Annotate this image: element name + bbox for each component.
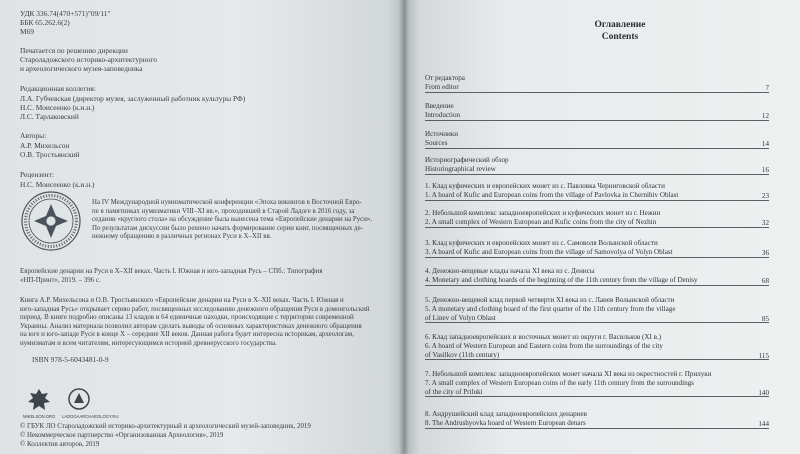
conference-note-line: седании «круглого стола» на обсуждение была вынесена тема «Европейские денарии на Руси». <box>92 216 373 223</box>
toc-entry <box>425 182 769 201</box>
museum-emblem <box>20 190 82 252</box>
toc-entry-en: From editor <box>425 83 769 93</box>
toc-entry-en: Historiographical review <box>425 165 769 175</box>
toc-entry-ru: Введение <box>425 102 454 110</box>
toc-entry <box>425 156 769 175</box>
toc-entry-en: 1. A hoard of Kufic and European coins from the village of Pavlovka in Chernihiv Oblast <box>425 191 769 201</box>
toc-page-number: 23 <box>761 191 769 200</box>
mikelson-logo-caption: MIKELSON.ORG <box>23 414 56 419</box>
toc-entry-ru: 7. Небольшой комплекс западноевропейских монет начала XI века из окрестностей г. Прилуки <box>425 370 712 378</box>
toc-entry-ru: Источники <box>425 130 459 138</box>
author-name: А.Р. Михельсон <box>20 141 70 150</box>
abstract-line: на юге и юго-западе Руси в конце X – середине XII веков. Данная работа будет интересна историкам, археологам, <box>20 331 354 338</box>
ladoga-logo-mark <box>74 393 84 403</box>
editorial-member: Л.А. Губчевская (директор музея, заслуженный работник культуры РФ) <box>20 94 246 103</box>
toc-title-en: Contents <box>601 32 639 42</box>
abstract-line: период. В книге подробно описаны 13 кладов и 64 единичные находки, происходящие с территории современной <box>20 314 354 321</box>
toc-entry <box>425 130 769 149</box>
publisher-note-line: и археологического музея-заповедника <box>20 64 143 73</box>
toc-entry-en: 7. A small complex of Western European coins of the early 11th century from the surroundings <box>425 378 694 387</box>
toc-entry <box>425 102 769 121</box>
publisher-note-line: Староладожского историко-архитектурного <box>20 55 157 64</box>
toc-entry <box>425 296 769 323</box>
toc-page-number: 115 <box>758 351 769 360</box>
toc-title-ru: Оглавление <box>594 20 646 30</box>
copyright-line: © Коллектив авторов, 2019 <box>20 441 100 448</box>
conference-note-line: пе в памятниках нумизматики VIII–XI вв.», проходившей в Старой Ладоге в 2016 году, за <box>92 207 355 215</box>
toc-entry <box>425 74 769 93</box>
udk-code: УДК 336.74(470+571)"09/11" <box>20 9 111 18</box>
copyright-line: © Некоммерческое партнерство «Организованная Археология», 2019 <box>20 432 224 439</box>
publisher-note-line: Печатается по решению дирекции <box>20 46 128 55</box>
toc-page-number: 12 <box>761 111 769 120</box>
toc-entry-en: 3. A hoard of Kufic and European coins from the village of Samovolya of Volyn Oblast <box>425 248 769 258</box>
toc-entry-ru: Историографический обзор <box>425 156 509 164</box>
toc-page-number: 32 <box>761 218 769 227</box>
emblem-center <box>46 216 56 226</box>
toc-entry <box>425 410 769 429</box>
toc-page-number: 144 <box>758 419 769 428</box>
mikelson-logo <box>26 388 52 412</box>
toc-page-number: 68 <box>761 276 769 285</box>
bbk-code: ББК 65.262.6(2) <box>20 18 70 27</box>
toc-page-number: 85 <box>761 314 769 323</box>
toc-page-number: 140 <box>758 388 769 397</box>
abstract-line: Украины. Анализ материала позволил авторам сделать выводы об основных характеристиках денежного обращения <box>20 322 362 330</box>
toc-entry <box>425 370 769 397</box>
toc-page-number: 36 <box>761 248 769 257</box>
reviewer-name: Н.С. Моисеенко (к.и.н.) <box>20 180 95 189</box>
toc-entry <box>425 239 769 258</box>
toc-entry-en-cont: of Vasilkov (11th century) <box>425 351 769 361</box>
citation-line: «НП-Принт», 2019. – 396 с. <box>20 277 101 284</box>
toc-entry-ru: 3. Клад куфических и европейских монет из с. Самоволя Волынской области <box>425 239 658 247</box>
toc-page-number: 14 <box>761 139 769 148</box>
editorial-member: Л.С. Тарлаковский <box>20 112 79 121</box>
toc-entry-en: 4. Monetary and clothing hoards of the beginning of the 11th century from the village of Denisy <box>425 276 769 286</box>
toc-entry-ru: От редактора <box>425 74 465 82</box>
abstract-line: нумизматам и всем читателям, интересующимся историей древнерусского государства. <box>20 339 277 347</box>
toc-entry-ru: 4. Денежно-вещевые клады начала XI века из с. Денисы <box>425 267 595 275</box>
isbn: ISBN 978-5-6043481-0-9 <box>32 355 109 364</box>
citation-line: Европейские денарии на Руси в X–XII веках. Часть I. Южная и юго-западная Русь – СПб.: Типография <box>20 268 323 275</box>
toc-entry-en: 8. The Andrushyovka hoard of Western European denars <box>425 419 769 429</box>
toc-entry-en: 5. A monetary and clothing hoard of the first quarter of the 11th century from the village <box>425 304 676 313</box>
toc-entry-en-cont: of Linev of Volyn Oblast <box>425 314 769 324</box>
author-name: О.В. Тростьянский <box>20 150 80 159</box>
conference-note-line: нежному обращению в различных регионах Руси в X–XII вв. <box>92 233 272 240</box>
toc-entry-ru: 1. Клад куфических и европейских монет из с. Павловка Черниговской области <box>425 182 665 190</box>
catalog-code: М69 <box>20 27 34 36</box>
toc-entry-en: 2. A small complex of Western European and Kufic coins from the city of Nezhin <box>425 218 769 228</box>
toc-entry-ru: 8. Андрушейский клад западноевропейских денариев <box>425 410 587 418</box>
mikelson-logo-shape <box>28 389 50 410</box>
toc-page-number: 16 <box>761 165 769 174</box>
abstract-line: Книга А.Р. Михельсона и О.В. Тростьянского «Европейские денарии на Руси в X–XII веках. Часть I. Южная и <box>20 297 344 304</box>
toc-entry-ru: 2. Небольшой комплекс западноевропейских и куфических монет из г. Нежин <box>425 209 661 217</box>
toc-entry-ru: 5. Денежно-вещевой клад первой четверти XI века из с. Лаиев Волынской области <box>425 296 675 304</box>
book-gutter <box>399 0 409 454</box>
conference-note-line: По результатам дискуссии было решено начать формирование серии книг, посвященных де- <box>92 224 363 232</box>
reviewer-heading: Рецензент: <box>20 170 54 179</box>
toc-entry-en: Sources <box>425 139 769 149</box>
editorial-member: Н.С. Моисеенко (к.и.н.) <box>20 103 95 112</box>
editorial-heading: Редакционная коллегия: <box>20 84 96 93</box>
copyright-line: © ГБУК ЛО Староладожский историко-архитектурный и археологический музей-заповедник, 2019 <box>20 423 311 430</box>
ladogaarchaeology-logo <box>68 388 90 410</box>
toc-entry-en: Introduction <box>425 111 769 121</box>
toc-entry-ru: 6. Клад западноевропейских и восточных монет из округи г. Васильков (XI в.) <box>425 333 662 341</box>
toc-entry <box>425 267 769 286</box>
toc-entry-en-cont: of the city of Priluki <box>425 388 769 398</box>
toc-entry-en: 6. A hoard of Western European and Eastern coins from the surroundings of the city <box>425 341 663 350</box>
toc-page-number: 7 <box>765 83 769 92</box>
toc-entry <box>425 333 769 360</box>
toc-entry <box>425 209 769 228</box>
abstract-line: юго-западная Русь» открывает серию работ, посвященных исследованию денежного обращения Руси в домонгольский <box>20 305 370 313</box>
conference-note-line: На IV Международной нумизматической конференции «Эпоха викингов в Восточной Евро- <box>92 199 362 206</box>
authors-heading: Авторы: <box>20 131 47 140</box>
ladoga-logo-caption: LADOGAARCHAEOLOGY.RU <box>62 414 119 419</box>
